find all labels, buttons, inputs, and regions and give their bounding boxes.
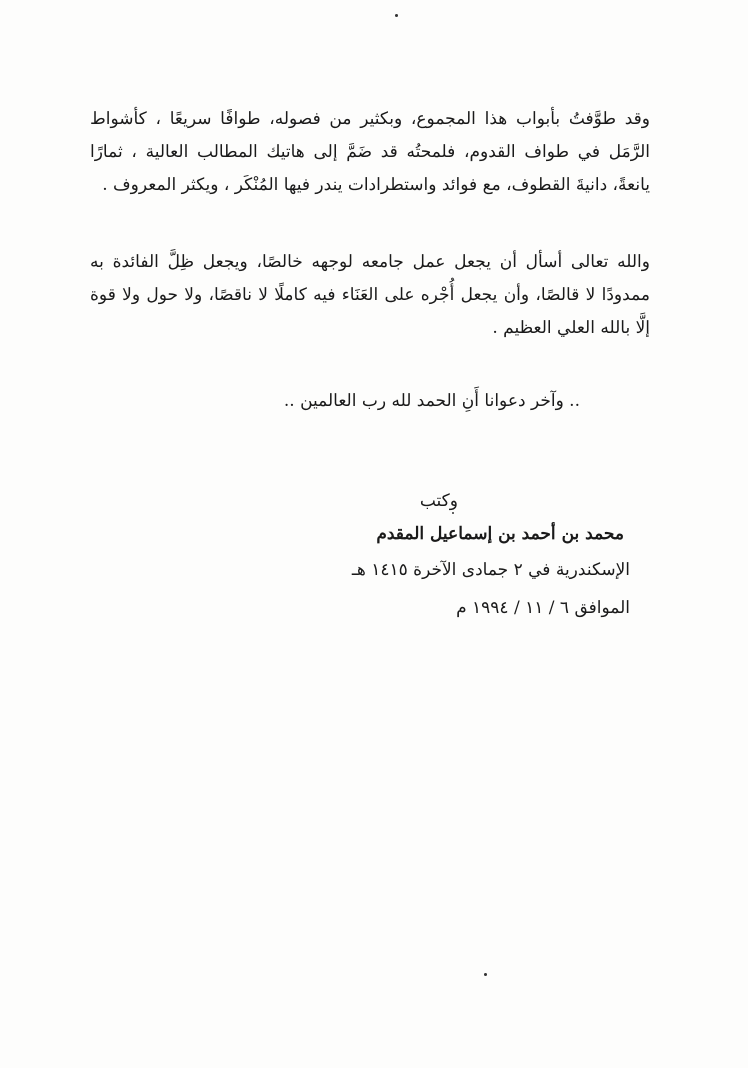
scan-speck <box>484 973 487 976</box>
paragraph-intro: وقد طوَّفتُ بأبواب هذا المجموع، وبكثير من فصوله، طوافًا سريعًا ، كأشواط الرَّمَل في طواف القدوم، فلمحتُه قد ضَمَّ إلى هاتيك المطالب العالية ، ثمارًا يانعةً، دانيةَ القطوف، مع فوائد واستطرادات يندر فيها المُنْكَر ، ويكثر المعروف . <box>90 109 650 195</box>
signature-block <box>250 486 630 623</box>
place-hijri-date: الإسكندرية في ٢ جمادى الآخرة ١٤١٥ هـ <box>351 560 630 580</box>
closing-supplication: .. وآخر دعوانا أَنِ الحمد لله رب العالمين .. <box>283 391 580 411</box>
author-name: محمد بن أحمد بن إسماعيل المقدم <box>376 524 624 544</box>
paragraph-prayer: والله تعالى أسأل أن يجعل عمل جامعه لوجهه خالصًا، ويجعل ظِلَّ الفائدة به ممدودًا لا قالصًا، وأن يجعل أُجْره على العَنَاء فيه كاملًا لا ناقصًا، ولا حول ولا قوة إلَّا بالله العلي العظيم . <box>90 252 650 338</box>
gregorian-date: الموافق ٦ / ١١ / ١٩٩٤ م <box>456 598 630 618</box>
scan-speck <box>395 14 398 17</box>
written-by-label: وكتب <box>419 491 458 511</box>
